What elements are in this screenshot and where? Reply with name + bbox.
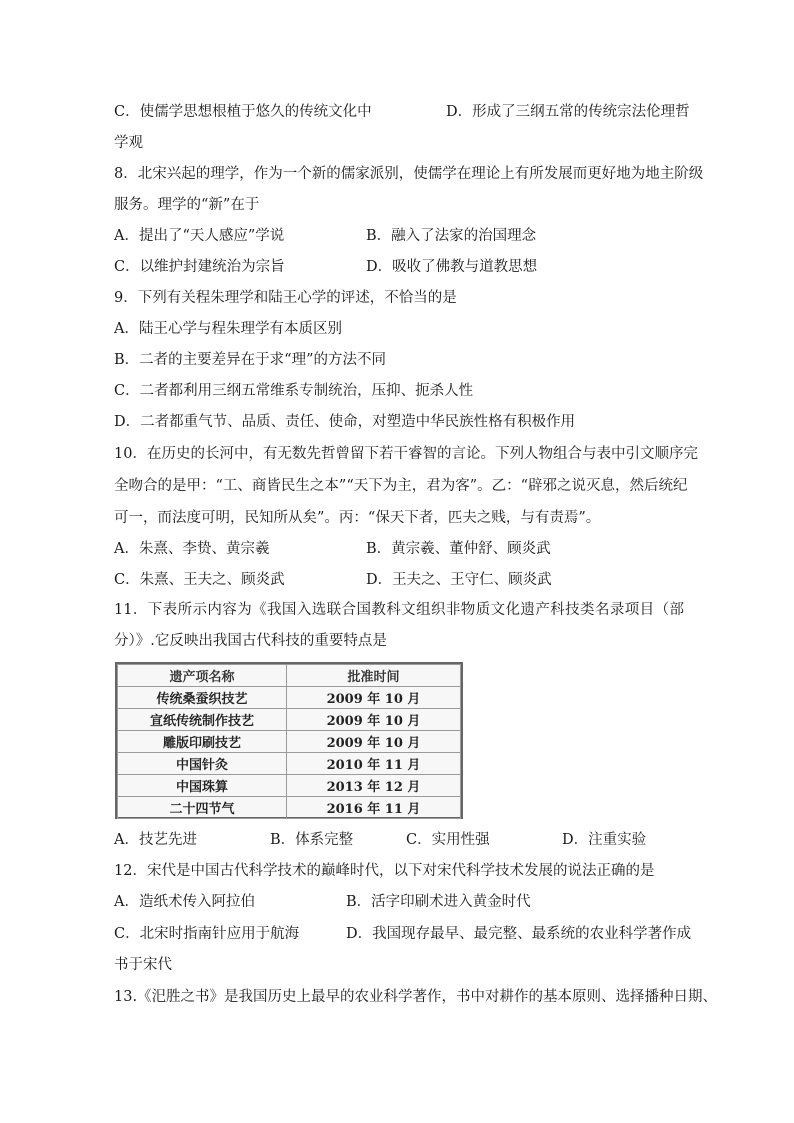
q9-option-d: D．二者都重气节、品质、责任、使命，对塑造中华民族性格有积极作用 <box>114 414 576 430</box>
q10-stem-line-3: 可一，而法度可明，民知所从矣”。丙：“保天下者，匹夫之贱，与有责焉”。 <box>114 510 601 526</box>
table-cell: 2009 年 10 月 <box>287 731 461 753</box>
table-header-cell: 遗产项名称 <box>118 665 287 687</box>
q10-stem-line-2: 全吻合的是甲：“工、商皆民生之本”“天下为主，君为客”。乙：“辟邪之说灭息，然后统纪 <box>114 478 688 494</box>
q12-option-c: C．北宋时指南针应用于航海 <box>114 926 300 942</box>
table-cell: 二十四节气 <box>118 797 287 819</box>
q10-option-c: C．朱熹、王夫之、顾炎武 <box>114 572 285 588</box>
table-row <box>118 687 461 709</box>
q11-option-d: D．注重实验 <box>562 832 647 848</box>
q10-option-b: B．黄宗羲、董仲舒、顾炎武 <box>366 541 551 557</box>
table-cell: 2016 年 11 月 <box>287 797 461 819</box>
table-cell: 2013 年 12 月 <box>287 775 461 797</box>
table-row <box>118 731 461 753</box>
table-cell: 2009 年 10 月 <box>287 687 461 709</box>
table-row <box>118 753 461 775</box>
q8-stem-line-1: 8．北宋兴起的理学，作为一个新的儒家派别，使儒学在理论上有所发展而更好地为地主阶级 <box>114 166 704 182</box>
q7-option-c: C．使儒学思想根植于悠久的传统文化中 <box>114 104 372 120</box>
table-header-cell: 批准时间 <box>287 665 461 687</box>
q12-option-d-continued: 书于宋代 <box>114 957 172 973</box>
q12-option-b: B．活字印刷术进入黄金时代 <box>346 894 531 910</box>
q11-stem-line-2: 分）》.它反映出我国古代科技的重要特点是 <box>114 633 387 649</box>
q8-option-d: D．吸收了佛教与道教思想 <box>366 259 538 275</box>
table-header-row <box>118 665 461 687</box>
table-cell: 2009 年 10 月 <box>287 709 461 731</box>
table-cell: 中国珠算 <box>118 775 287 797</box>
q11-stem-line-1: 11．下表所示内容为《我国入选联合国教科文组织非物质文化遗产科技类名录项目（部 <box>114 602 684 618</box>
q10-stem-line-1: 10．在历史的长河中，有无数先哲曾留下若干睿智的言论。下列人物组合与表中引文顺序完 <box>114 446 698 462</box>
q7-option-d: D．形成了三纲五常的传统宗法伦理哲 <box>446 104 690 120</box>
table-cell: 传统桑蚕织技艺 <box>118 687 287 709</box>
table-cell: 中国针灸 <box>118 753 287 775</box>
q8-option-c: C．以维护封建统治为宗旨 <box>114 259 285 275</box>
q10-option-a: A．朱熹、李贽、黄宗羲 <box>114 541 270 557</box>
q10-option-d: D．王夫之、王守仁、顾炎武 <box>366 572 552 588</box>
heritage-table-image <box>115 662 463 819</box>
q12-stem: 12．宋代是中国古代科学技术的巅峰时代，以下对宋代科学技术发展的说法正确的是 <box>114 863 655 879</box>
table-cell: 2010 年 11 月 <box>287 753 461 775</box>
q13-stem: 13.《汜胜之书》是我国历史上最早的农业科学著作，书中对耕作的基本原则、选择播种日期、 <box>114 989 718 1005</box>
q9-option-b: B．二者的主要差异在于求“理”的方法不同 <box>114 352 386 368</box>
table-row <box>118 709 461 731</box>
q8-stem-line-2: 服务。理学的“新”在于 <box>114 197 260 213</box>
table-row <box>118 797 461 819</box>
table-cell: 宣纸传统制作技艺 <box>118 709 287 731</box>
heritage-table <box>117 664 461 819</box>
q11-option-b: B．体系完整 <box>270 832 354 848</box>
q9-option-a: A．陆王心学与程朱理学有本质区别 <box>114 321 342 337</box>
q9-option-c: C．二者都利用三纲五常维系专制统治，压抑、扼杀人性 <box>114 383 474 399</box>
q11-option-c: C．实用性强 <box>406 832 490 848</box>
q8-option-b: B．融入了法家的治国理念 <box>366 228 537 244</box>
q12-option-d: D．我国现存最早、最完整、最系统的农业科学著作成 <box>346 926 692 942</box>
q11-option-a: A．技艺先进 <box>114 832 197 848</box>
table-row <box>118 775 461 797</box>
table-cell: 雕版印刷技艺 <box>118 731 287 753</box>
q12-option-a: A．造纸术传入阿拉伯 <box>114 894 255 910</box>
q7-option-d-continued: 学观 <box>114 135 143 151</box>
q8-option-a: A．提出了“天人感应”学说 <box>114 228 285 244</box>
q9-stem: 9．下列有关程朱理学和陆王心学的评述，不恰当的是 <box>114 290 457 306</box>
